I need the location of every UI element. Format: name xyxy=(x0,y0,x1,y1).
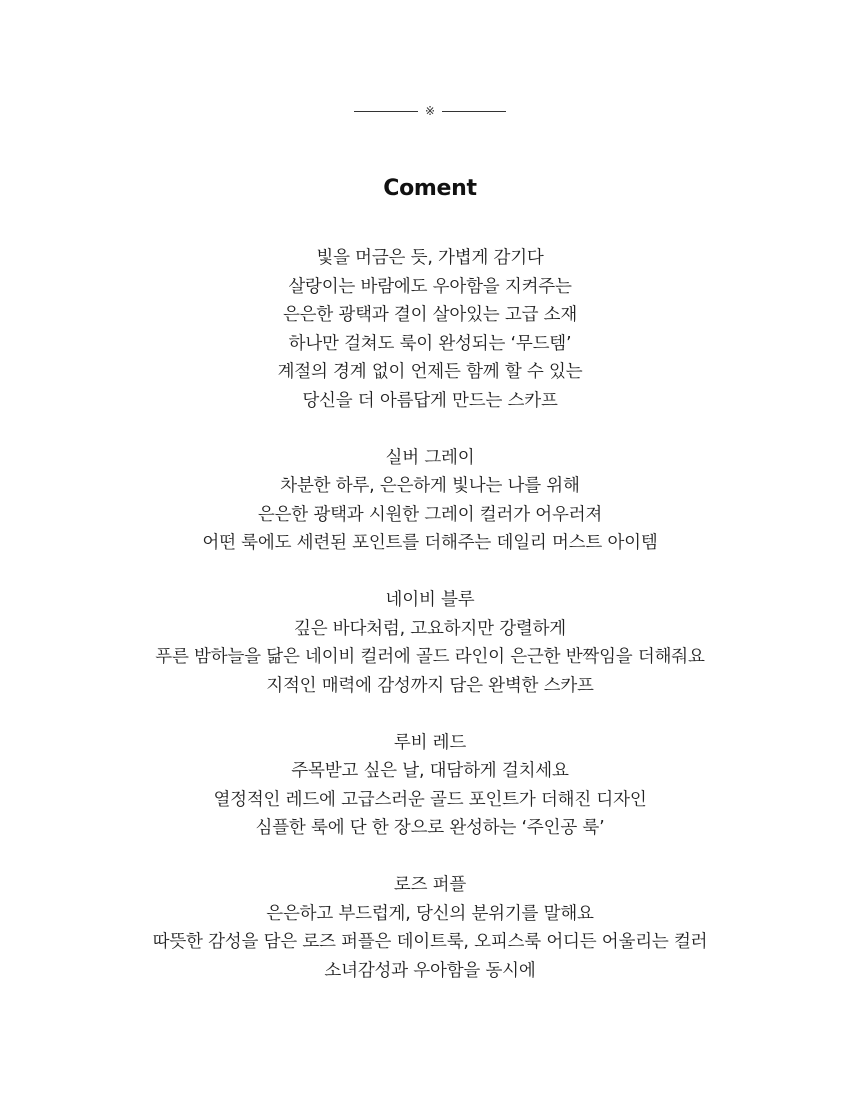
paragraph-line: 열정적인 레드에 고급스러운 골드 포인트가 더해진 디자인 xyxy=(213,789,647,810)
paragraph-line: 계절의 경계 없이 언제든 함께 할 수 있는 xyxy=(277,362,583,382)
intro-paragraph xyxy=(0,244,860,415)
reference-mark-icon: ※ xyxy=(424,104,436,118)
paragraph-line: 깊은 바다처럼, 고요하지만 강렬하게 xyxy=(293,618,567,639)
paragraph-line: 주목받고 싶은 날, 대담하게 걸치세요 xyxy=(291,761,569,781)
paragraph-line: 지적인 매력에 감성까지 담은 완벽한 스카프 xyxy=(266,675,594,696)
divider-line-left xyxy=(354,111,418,112)
paragraph-line: 은은하고 부드럽게, 당신의 분위기를 말해요 xyxy=(266,903,594,924)
paragraph-line: 어떤 룩에도 세련된 포인트를 더해주는 데일리 머스트 아이템 xyxy=(202,533,658,553)
color-name-heading: 로즈 퍼플 xyxy=(393,875,467,895)
paragraph-line: 당신을 더 아름답게 만드는 스카프 xyxy=(302,390,558,411)
paragraph-line: 살랑이는 바람에도 우아함을 지켜주는 xyxy=(288,276,572,297)
color-name-heading: 실버 그레이 xyxy=(385,447,475,468)
divider-line-right xyxy=(442,111,506,112)
color-section-ruby-red xyxy=(0,729,860,843)
color-section-navy-blue xyxy=(0,586,860,700)
color-name-heading: 루비 레드 xyxy=(393,732,467,753)
page-title: Coment xyxy=(383,176,477,201)
paragraph-line: 따뜻한 감성을 담은 로즈 퍼플은 데이트룩, 오피스룩 어디든 어울리는 컬러 xyxy=(152,932,708,952)
paragraph-line: 은은한 광택과 시원한 그레이 컬러가 어우러져 xyxy=(257,504,603,525)
paragraph-line: 푸른 밤하늘을 닮은 네이비 컬러에 골드 라인이 은근한 반짝임을 더해줘요 xyxy=(155,647,705,667)
color-name-heading: 네이비 블루 xyxy=(385,590,475,610)
paragraph-line: 차분한 하루, 은은하게 빛나는 나를 위해 xyxy=(280,476,580,496)
paragraph-line: 은은한 광택과 결이 살아있는 고급 소재 xyxy=(282,305,578,325)
divider-ornament xyxy=(0,100,860,122)
paragraph-line: 하나만 걸쳐도 룩이 완성되는 ‘무드템’ xyxy=(288,333,572,354)
color-section-silver-gray xyxy=(0,444,860,558)
paragraph-line: 빛을 머금은 듯, 가볍게 감기다 xyxy=(316,248,544,268)
description-content xyxy=(0,244,860,1014)
paragraph-line: 소녀감성과 우아함을 동시에 xyxy=(324,960,536,981)
color-section-rose-purple xyxy=(0,871,860,985)
paragraph-line: 심플한 룩에 단 한 장으로 완성하는 ‘주인공 룩’ xyxy=(255,818,605,838)
